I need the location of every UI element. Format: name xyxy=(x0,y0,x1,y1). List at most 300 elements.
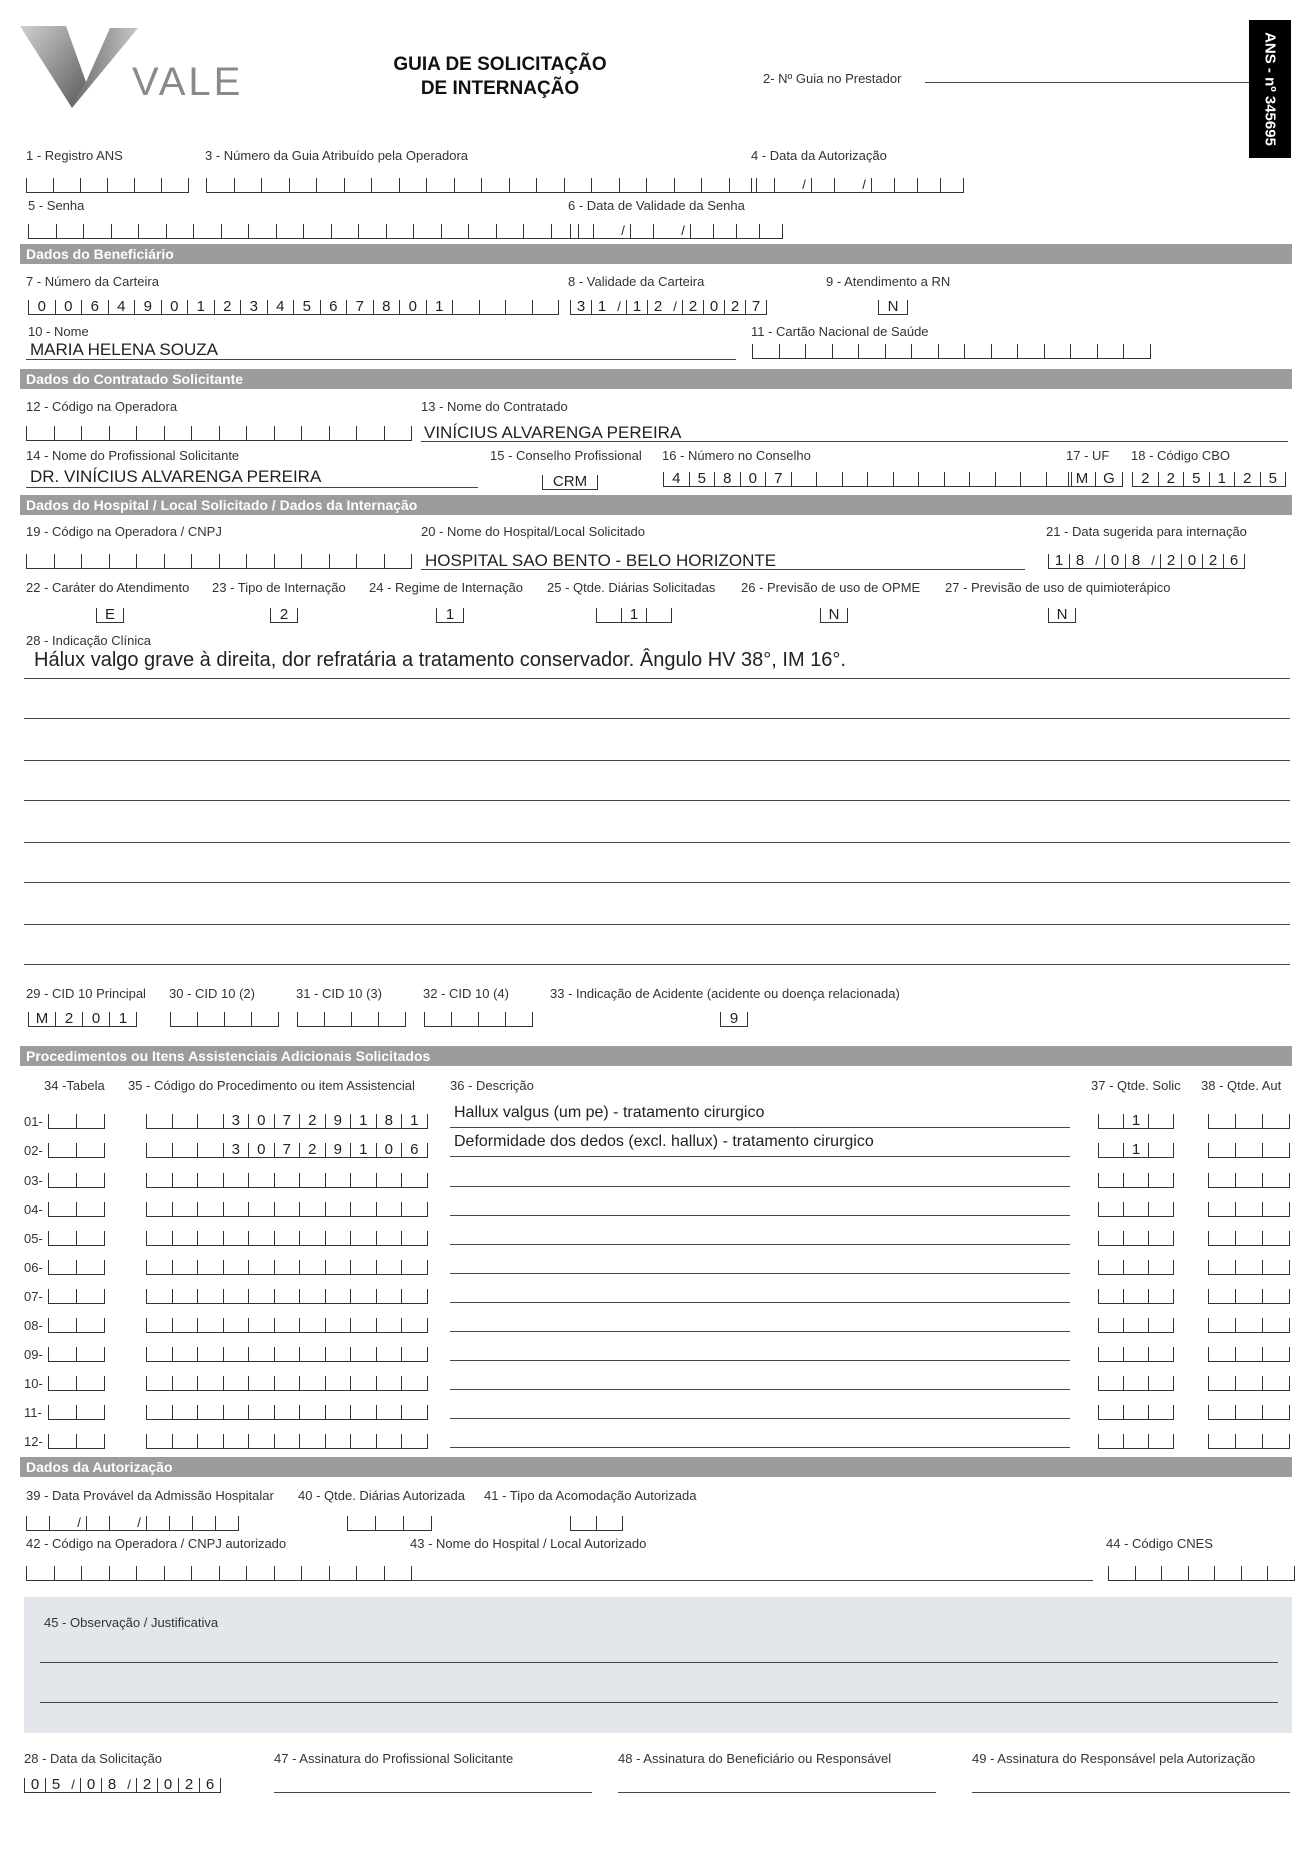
procedure-description-field[interactable] xyxy=(450,1447,1070,1448)
cid-3-field[interactable] xyxy=(297,1012,406,1027)
digit-cell: 8 xyxy=(714,472,740,486)
assinatura-profissional-line[interactable] xyxy=(274,1792,592,1793)
digit-cell xyxy=(274,1173,300,1187)
digit-cell xyxy=(48,1347,76,1361)
digit-cell xyxy=(1148,1173,1174,1187)
digit-cell xyxy=(274,1202,300,1216)
digit-cell: 7 xyxy=(745,300,767,314)
label-assinatura-profissional: 47 - Assinatura do Profissional Solicitante xyxy=(274,1751,514,1766)
digit-cell xyxy=(468,224,496,238)
procedure-tabela-field[interactable] xyxy=(48,1289,105,1304)
digit-cell xyxy=(246,554,274,568)
digit-cell xyxy=(690,224,713,238)
procedure-description-field[interactable] xyxy=(450,1244,1070,1245)
label-numero-conselho: 16 - Número no Conselho xyxy=(662,448,811,463)
digit-cell: 0 xyxy=(80,1778,101,1792)
digit-cell: 0 xyxy=(1181,554,1202,568)
digit-cell: 6 xyxy=(81,300,108,314)
procedure-code-field[interactable] xyxy=(146,1289,428,1304)
procedure-description-field[interactable] xyxy=(450,1186,1070,1187)
digit-cell xyxy=(1208,1114,1235,1128)
procedure-code-field[interactable] xyxy=(146,1260,428,1275)
digit-cell xyxy=(751,178,774,192)
digit-cell xyxy=(1098,1434,1123,1448)
procedure-qtde-aut-field[interactable] xyxy=(1208,1114,1290,1129)
procedure-qtde-aut-field[interactable] xyxy=(1208,1260,1290,1275)
digit-cell xyxy=(170,1012,197,1026)
digit-cell xyxy=(248,1434,274,1448)
digit-cell xyxy=(376,1173,402,1187)
digit-cell xyxy=(505,1012,533,1026)
digit-cell xyxy=(1208,1231,1235,1245)
codigo-operadora-field[interactable] xyxy=(26,426,412,441)
indicacao-line[interactable] xyxy=(24,964,1290,965)
digit-cell xyxy=(172,1260,198,1274)
regime-field[interactable] xyxy=(436,608,464,623)
nome-field[interactable] xyxy=(26,359,736,360)
digit-cell xyxy=(274,426,302,440)
acomodacao-field[interactable] xyxy=(570,1516,623,1531)
digit-cell xyxy=(736,224,759,238)
procedure-qtde-solic-field[interactable] xyxy=(1098,1405,1174,1420)
observacao-line-1[interactable] xyxy=(40,1662,1278,1663)
digit-cell xyxy=(136,426,164,440)
digit-cell xyxy=(1044,344,1071,358)
hospital-field[interactable] xyxy=(421,569,1025,570)
procedure-description-field[interactable] xyxy=(450,1389,1070,1390)
cid-2-field[interactable] xyxy=(170,1012,279,1027)
digit-cell xyxy=(146,1143,172,1157)
senha-field[interactable] xyxy=(28,224,579,239)
digit-cell xyxy=(223,1260,249,1274)
digit-cell xyxy=(146,1516,169,1530)
procedure-description-field[interactable] xyxy=(450,1360,1070,1361)
digit-cell xyxy=(329,554,357,568)
digit-cell: 1 xyxy=(1048,554,1069,568)
digit-cell xyxy=(324,1012,351,1026)
digit-cell xyxy=(505,300,532,314)
digit-cell xyxy=(496,224,524,238)
digit-cell xyxy=(478,1012,505,1026)
digit-cell xyxy=(248,1202,274,1216)
digit-cell: 3 xyxy=(223,1114,249,1128)
digit-cell xyxy=(325,1405,351,1419)
digit-cell xyxy=(172,1347,198,1361)
digit-cell: 8 xyxy=(1125,554,1146,568)
profissional-value: DR. VINÍCIUS ALVARENGA PEREIRA xyxy=(30,467,322,486)
codigo-cnpj-field[interactable] xyxy=(26,554,412,569)
digit-cell xyxy=(399,178,427,192)
numero-guia-field[interactable] xyxy=(206,178,757,193)
digit-cell xyxy=(893,472,919,486)
digit-cell xyxy=(81,426,109,440)
digit-cell xyxy=(76,1114,105,1128)
digit-cell xyxy=(248,1260,274,1274)
digit-cell xyxy=(274,1566,302,1580)
digit-cell xyxy=(1123,1347,1148,1361)
procedure-code-field[interactable] xyxy=(146,1114,428,1129)
digit-cell xyxy=(779,344,806,358)
digit-cell xyxy=(1098,1202,1123,1216)
digit-cell xyxy=(274,1318,300,1332)
procedure-qtde-aut-field[interactable] xyxy=(1208,1376,1290,1391)
data-solicitacao-field[interactable] xyxy=(24,1778,221,1793)
procedure-tabela-field[interactable] xyxy=(48,1376,105,1391)
profissional-field[interactable] xyxy=(26,487,478,488)
digit-cell: 2 xyxy=(1234,472,1260,486)
digit-cell: 8 xyxy=(101,1778,122,1792)
validade-carteira-field[interactable] xyxy=(570,300,767,315)
procedure-qtde-solic-field[interactable] xyxy=(1098,1434,1174,1449)
digit-cell xyxy=(172,1318,198,1332)
cid-4-field[interactable] xyxy=(424,1012,533,1027)
label-registro-ans: 1 - Registro ANS xyxy=(26,148,123,163)
procedure-code-field[interactable] xyxy=(146,1376,428,1391)
digit-cell xyxy=(1148,1231,1174,1245)
digit-cell xyxy=(1208,1143,1235,1157)
indicacao-line[interactable] xyxy=(24,760,1290,761)
label-observacao: 45 - Observação / Justificativa xyxy=(44,1615,219,1630)
digit-cell xyxy=(1098,1173,1123,1187)
observacao-line-2[interactable] xyxy=(40,1702,1278,1703)
assinatura-beneficiario-line[interactable] xyxy=(618,1792,936,1793)
digit-cell xyxy=(172,1231,198,1245)
digit-cell xyxy=(109,554,137,568)
digit-cell: 2 xyxy=(1202,554,1223,568)
date-separator: / xyxy=(862,177,866,192)
digit-cell xyxy=(1235,1114,1262,1128)
digit-cell xyxy=(76,1173,105,1187)
digit-cell xyxy=(358,224,386,238)
label-senha: 5 - Senha xyxy=(28,198,85,213)
digit-cell xyxy=(995,472,1021,486)
procedure-qtde-solic-field[interactable] xyxy=(1098,1202,1174,1217)
procedure-code-field[interactable] xyxy=(146,1231,428,1246)
procedure-tabela-field[interactable] xyxy=(48,1143,105,1158)
digit-cell xyxy=(325,1202,351,1216)
procedure-tabela-field[interactable] xyxy=(48,1173,105,1188)
digit-cell xyxy=(164,554,192,568)
digit-cell xyxy=(401,1318,428,1332)
procedure-qtde-aut-field[interactable] xyxy=(1208,1202,1290,1217)
quimio-value: N xyxy=(1048,608,1076,622)
digit-cell xyxy=(223,1318,249,1332)
procedure-tabela-field[interactable] xyxy=(48,1434,105,1449)
digit-cell xyxy=(347,1516,375,1530)
digit-cell xyxy=(356,426,384,440)
digit-cell xyxy=(76,1318,105,1332)
digit-cell xyxy=(197,1405,223,1419)
digit-cell xyxy=(1208,1202,1235,1216)
digit-cell xyxy=(1241,1566,1268,1580)
digit-cell: 1 xyxy=(187,300,214,314)
digit-cell: 0 xyxy=(55,300,82,314)
digit-cell xyxy=(1235,1289,1262,1303)
procedure-description-field[interactable] xyxy=(450,1127,1070,1128)
atendimento-rn-field[interactable] xyxy=(878,300,908,315)
digit-cell xyxy=(1262,1289,1290,1303)
cbo-field[interactable] xyxy=(1132,472,1286,487)
label-qtde-solic: 37 - Qtde. Solic xyxy=(1091,1078,1181,1093)
digit-cell xyxy=(1148,1260,1174,1274)
procedure-description-field[interactable] xyxy=(450,1215,1070,1216)
digit-cell xyxy=(451,1012,478,1026)
procedure-code-field[interactable] xyxy=(146,1318,428,1333)
digit-cell: M xyxy=(1068,472,1095,486)
nome-contratado-value: VINÍCIUS ALVARENGA PEREIRA xyxy=(424,423,682,442)
procedure-description-field[interactable] xyxy=(450,1273,1070,1274)
indicacao-clinica-value: Hálux valgo grave à direita, dor refratária a tratamento conservador. Ângulo HV 38°, IM 16°. xyxy=(34,649,846,671)
digit-cell xyxy=(1161,1566,1188,1580)
label-hospital: 20 - Nome do Hospital/Local Solicitado xyxy=(421,524,646,539)
digit-cell xyxy=(223,1231,249,1245)
procedure-description-field[interactable] xyxy=(450,1302,1070,1303)
digit-cell xyxy=(805,344,832,358)
digit-cell xyxy=(1098,1289,1123,1303)
digit-cell xyxy=(991,344,1018,358)
label-cbo: 18 - Código CBO xyxy=(1131,448,1230,463)
digit-cell xyxy=(1123,1434,1148,1448)
digit-cell xyxy=(86,1516,109,1530)
digit-cell xyxy=(325,1173,351,1187)
digit-cell xyxy=(248,1289,274,1303)
procedure-qtde-solic-field[interactable] xyxy=(1098,1289,1174,1304)
digit-cell xyxy=(197,1376,223,1390)
digit-cell xyxy=(172,1143,198,1157)
digit-cell xyxy=(1020,472,1046,486)
digit-cell: 0 xyxy=(376,1143,402,1157)
procedure-qtde-aut-field[interactable] xyxy=(1208,1289,1290,1304)
digit-cell xyxy=(146,1202,172,1216)
procedure-qtde-aut-field[interactable] xyxy=(1208,1405,1290,1420)
digit-cell xyxy=(1148,1347,1174,1361)
digit-cell xyxy=(246,426,274,440)
acidente-value: 9 xyxy=(720,1012,748,1026)
digit-cell xyxy=(1188,1566,1215,1580)
digit-cell xyxy=(1098,1347,1123,1361)
procedure-description-field[interactable] xyxy=(450,1156,1070,1157)
procedure-qtde-solic-field[interactable] xyxy=(1098,1231,1174,1246)
guia-prestador-field[interactable] xyxy=(925,82,1250,83)
digit-cell xyxy=(76,1143,105,1157)
digit-cell xyxy=(403,1516,432,1530)
digit-cell xyxy=(1098,1318,1123,1332)
indicacao-line[interactable] xyxy=(24,718,1290,719)
procedure-qtde-aut-field[interactable] xyxy=(1208,1434,1290,1449)
digit-cell xyxy=(224,1012,251,1026)
digit-cell xyxy=(76,1289,105,1303)
date-separator: / xyxy=(802,177,806,192)
vale-logo-icon xyxy=(20,24,138,108)
digit-cell: 5 xyxy=(45,1778,66,1792)
qtde-diarias-autorizada-field[interactable] xyxy=(347,1516,432,1531)
date-separator: / xyxy=(617,299,621,314)
digit-cell xyxy=(48,1114,76,1128)
indicacao-line[interactable] xyxy=(24,678,1290,679)
digit-cell: 2 xyxy=(178,1778,199,1792)
cnes-field[interactable] xyxy=(1108,1566,1295,1581)
digit-cell xyxy=(197,1318,223,1332)
digit-cell xyxy=(1262,1143,1290,1157)
digit-cell xyxy=(1123,344,1151,358)
nome-contratado-field[interactable] xyxy=(421,441,1288,442)
procedure-row-number: 09- xyxy=(24,1347,43,1362)
digit-cell xyxy=(344,178,372,192)
procedure-code-field[interactable] xyxy=(146,1173,428,1188)
digit-cell xyxy=(401,1376,428,1390)
cid-principal-field[interactable] xyxy=(28,1012,137,1027)
hospital-autorizado-field[interactable] xyxy=(411,1580,1093,1581)
label-uf: 17 - UF xyxy=(1066,448,1110,463)
acidente-field[interactable] xyxy=(720,1012,748,1027)
digit-cell xyxy=(325,1318,351,1332)
digit-cell xyxy=(248,1318,274,1332)
digit-cell xyxy=(166,224,194,238)
digit-cell xyxy=(858,344,885,358)
section-contratado: Dados do Contratado Solicitante xyxy=(20,369,1292,389)
procedure-qtde-solic-field[interactable] xyxy=(1098,1173,1174,1188)
atendimento-rn-value: N xyxy=(878,300,908,314)
digit-cell: 7 xyxy=(274,1114,300,1128)
procedure-qtde-aut-field[interactable] xyxy=(1208,1318,1290,1333)
digit-cell xyxy=(76,1434,105,1448)
procedure-code-field[interactable] xyxy=(146,1202,428,1217)
procedure-row-number: 12- xyxy=(24,1434,43,1449)
procedure-tabela-field[interactable] xyxy=(48,1202,105,1217)
tipo-internacao-field[interactable] xyxy=(270,608,298,623)
date-separator: / xyxy=(1095,553,1099,568)
codigo-autorizado-field[interactable] xyxy=(26,1566,412,1581)
digit-cell xyxy=(376,1376,402,1390)
procedure-description-field[interactable] xyxy=(450,1418,1070,1419)
cartao-nacional-field[interactable] xyxy=(752,344,1151,359)
digit-cell xyxy=(401,1202,428,1216)
digit-cell xyxy=(940,178,964,192)
digit-cell xyxy=(350,1318,376,1332)
procedure-tabela-field[interactable] xyxy=(48,1114,105,1129)
indicacao-line[interactable] xyxy=(24,842,1290,843)
digit-cell: 2 xyxy=(682,300,703,314)
qtde-diarias-field[interactable] xyxy=(596,608,672,623)
digit-cell xyxy=(1262,1231,1290,1245)
carater-field[interactable] xyxy=(96,608,124,623)
label-qtde-diarias-autorizada: 40 - Qtde. Diárias Autorizada xyxy=(298,1488,465,1503)
procedure-qtde-solic-field[interactable] xyxy=(1098,1347,1174,1362)
digit-cell xyxy=(223,1289,249,1303)
quimio-field[interactable] xyxy=(1048,608,1076,623)
digit-cell xyxy=(299,1434,325,1448)
procedure-qtde-aut-field[interactable] xyxy=(1208,1173,1290,1188)
digit-cell xyxy=(413,224,441,238)
procedure-qtde-aut-field[interactable] xyxy=(1208,1143,1290,1158)
digit-cell xyxy=(350,1173,376,1187)
uf-field[interactable] xyxy=(1068,472,1123,487)
procedure-qtde-aut-field[interactable] xyxy=(1208,1347,1290,1362)
conselho-field[interactable] xyxy=(542,475,598,490)
registro-ans-field[interactable] xyxy=(26,178,189,193)
digit-cell xyxy=(1262,1114,1290,1128)
validade-senha-field[interactable] xyxy=(570,224,783,239)
procedure-code-field[interactable] xyxy=(146,1143,428,1158)
digit-cell xyxy=(630,224,653,238)
digit-cell xyxy=(1135,1566,1162,1580)
digit-cell xyxy=(329,426,357,440)
digit-cell xyxy=(532,300,560,314)
digit-cell xyxy=(146,1289,172,1303)
section-autorizacao: Dados da Autorização xyxy=(20,1457,1292,1477)
procedure-tabela-field[interactable] xyxy=(48,1405,105,1420)
digit-cell: 5 xyxy=(689,472,715,486)
digit-cell xyxy=(1208,1318,1235,1332)
procedure-tabela-field[interactable] xyxy=(48,1260,105,1275)
digit-cell xyxy=(299,1318,325,1332)
procedure-tabela-field[interactable] xyxy=(48,1231,105,1246)
procedure-qtde-solic-field[interactable] xyxy=(1098,1260,1174,1275)
procedure-qtde-solic-field[interactable] xyxy=(1098,1318,1174,1333)
label-numero-carteira: 7 - Número da Carteira xyxy=(26,274,159,289)
digit-cell xyxy=(146,1434,172,1448)
digit-cell xyxy=(759,224,783,238)
digit-cell xyxy=(1123,1173,1148,1187)
digit-cell xyxy=(646,178,674,192)
numero-carteira-field[interactable] xyxy=(28,300,559,315)
digit-cell xyxy=(1098,1376,1123,1390)
procedure-code-field[interactable] xyxy=(146,1405,428,1420)
indicacao-line[interactable] xyxy=(24,882,1290,883)
digit-cell xyxy=(1123,1405,1148,1419)
digit-cell xyxy=(376,1405,402,1419)
digit-cell: 2 xyxy=(214,300,241,314)
indicacao-line[interactable] xyxy=(24,924,1290,925)
digit-cell xyxy=(424,1012,451,1026)
date-separator: / xyxy=(137,1515,141,1530)
assinatura-autorizacao-line[interactable] xyxy=(972,1792,1290,1793)
digit-cell xyxy=(146,1260,172,1274)
data-admissao-field[interactable] xyxy=(26,1516,239,1531)
digit-cell xyxy=(386,224,414,238)
indicacao-line[interactable] xyxy=(24,800,1290,801)
numero-conselho-field[interactable] xyxy=(663,472,1072,487)
procedure-qtde-solic-field[interactable] xyxy=(1098,1143,1174,1158)
digit-cell xyxy=(375,1516,403,1530)
opme-field[interactable] xyxy=(820,608,848,623)
digit-cell xyxy=(164,426,192,440)
digit-cell xyxy=(871,178,894,192)
regime-value: 1 xyxy=(436,608,464,622)
digit-cell xyxy=(842,472,868,486)
label-assinatura-autorizacao: 49 - Assinatura do Responsável pela Autorização xyxy=(972,1751,1256,1766)
procedure-code-field[interactable] xyxy=(146,1347,428,1362)
digit-cell xyxy=(192,1516,215,1530)
procedure-tabela-field[interactable] xyxy=(48,1318,105,1333)
digit-cell xyxy=(316,178,344,192)
digit-cell xyxy=(26,1566,54,1580)
digit-cell xyxy=(48,1434,76,1448)
digit-cell: 6 xyxy=(199,1778,221,1792)
digit-cell xyxy=(299,1347,325,1361)
procedure-tabela-field[interactable] xyxy=(48,1347,105,1362)
procedure-description-field[interactable] xyxy=(450,1331,1070,1332)
digit-cell xyxy=(197,1143,223,1157)
procedure-qtde-solic-field[interactable] xyxy=(1098,1114,1174,1129)
digit-cell xyxy=(109,1566,137,1580)
procedure-code-field[interactable] xyxy=(146,1434,428,1449)
procedure-qtde-aut-field[interactable] xyxy=(1208,1231,1290,1246)
digit-cell xyxy=(401,1231,428,1245)
procedure-qtde-solic-field[interactable] xyxy=(1098,1376,1174,1391)
data-sugerida-field[interactable] xyxy=(1048,554,1245,569)
data-autorizacao-field[interactable] xyxy=(751,178,964,193)
